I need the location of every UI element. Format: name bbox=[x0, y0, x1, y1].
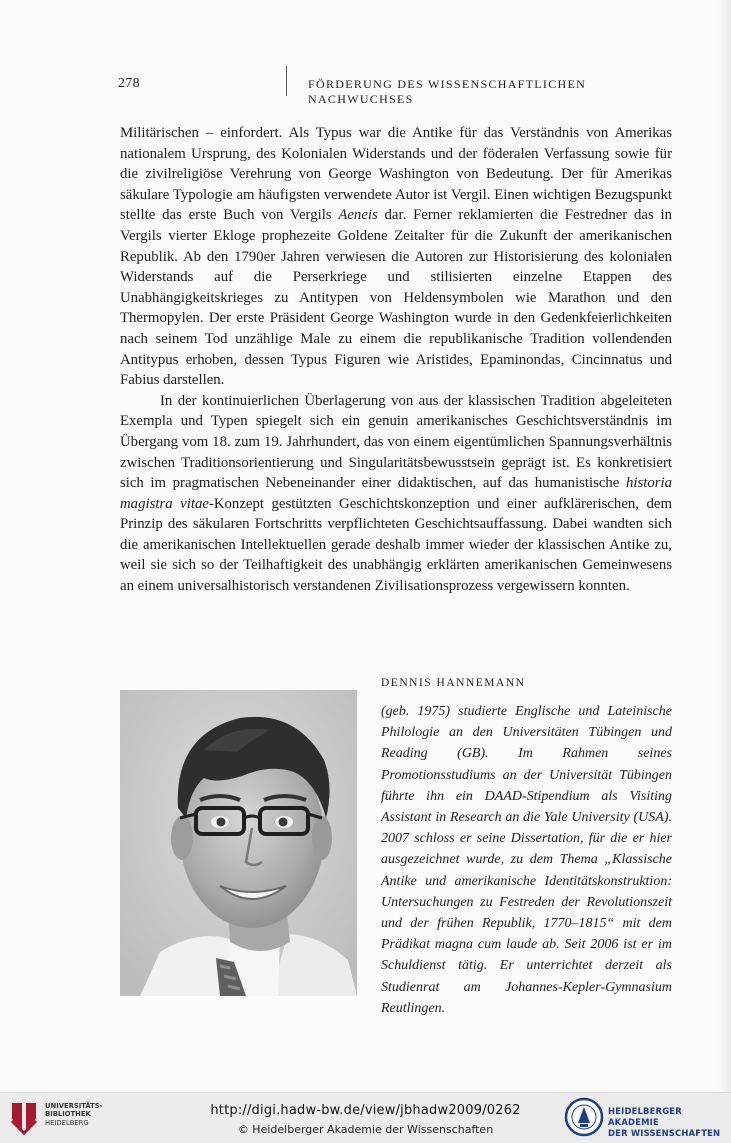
academy-line: HEIDELBERGER AKADEMIE bbox=[608, 1106, 682, 1127]
portrait-photo bbox=[120, 690, 357, 996]
main-text bbox=[120, 123, 672, 597]
portrait-image bbox=[120, 690, 357, 996]
running-title: FÖRDERUNG DES WISSENSCHAFTLICHEN NACHWUCHSES bbox=[308, 77, 587, 106]
viewer-footer bbox=[0, 1092, 731, 1143]
bio-text bbox=[381, 701, 672, 1019]
text-segment: In der kontinuierlichen Überlagerung von aus der klassischen Tradition abgeleiteten Exempla und Typen spiegelt sich ein genuin amerikanisches Geschichtsverständnis im Übergang vom 18. zum 19. Jahrhundert, das von einem eigentümlichen Spannungsverhältnis zwischen Traditionsorientierung und Singularitätsbewusstsein geprägt ist. Es konkretisiert sich im pragmatischen Nebeneinander einer didaktischen, auf das humanistische bbox=[120, 392, 672, 492]
header-divider bbox=[286, 66, 287, 96]
italic-phrase: historia magistra vitae bbox=[120, 475, 672, 512]
page-edge-shadow bbox=[717, 0, 731, 1092]
academy-line: DER WISSENSCHAFTEN bbox=[608, 1128, 721, 1138]
text-segment: Militärischen – einfordert. Als Typus war die Antike für das Verständnis von Amerikas nationalem Ursprung, des Kolonialen Widerstands und der föderalen Verfassung sowie für die zivilreligiöse Verehrung von George Washington von Bedeutung. Der für Amerikas säkulare Typologie am häufigsten verwendete Autor ist Vergil. Einen wichtigen Bezugspunkt stellte das erste Buch von Vergils bbox=[120, 125, 672, 224]
bio-name: DENNIS HANNEMANN bbox=[381, 677, 526, 689]
academy-name bbox=[608, 1106, 731, 1139]
text-segment: dar. Ferner reklamierten die Festredner das in Vergils vierter Ekloge prophezeite Goldene Zeitalter für die Zukunft der amerikanischen Republik. Ab den 1790er Jahren verwiesen die Autoren zur Historisierung des kolonialen Widerstands auf die Perserkriege und stilisierten einzelne Etappen des Unabhängigkeitskrieges zu Antitypen von Heldensymbolen wie Marathon und den Thermopylen. Der erste Präsident George Washington wurde in den Gedenkfeierlichkeiten nach seinem Tod unzählige Male zu einem die republikanische Tradition vollendenden Antitypus erhoben, dessen Typus Figuren wie Aristides, Epaminondas, Cincinnatus und Fabius darstellen. bbox=[120, 207, 672, 389]
page-number: 278 bbox=[118, 76, 140, 91]
running-header bbox=[118, 74, 638, 106]
copyright-notice: © Heidelberger Akademie der Wissenschaften bbox=[237, 1123, 494, 1136]
academy-seal-icon bbox=[564, 1097, 604, 1137]
library-line: UNIVERSITÄTS- bbox=[45, 1102, 103, 1110]
text-segment: -Konzept gestützten Geschichtskonzeption und einer aufklärerischen, dem Prinzip des säkularen Fortschritts verpflichteten Geschichtsauffassung. Dabei wandten sich die amerikanischen Intellektuellen gerade deshalb immer wieder der klassischen Antike zu, weil sie sich so der Teilhaftigkeit des unabhängig erklärten amerikanischen Gemeinwesens an einem universalhistorisch verstandenen Zivilisationsprozess vergewissern konnten. bbox=[120, 495, 672, 595]
library-line: HEIDELBERG bbox=[45, 1118, 89, 1127]
permalink-url[interactable]: http://digi.hadw-bw.de/view/jbhadw2009/0262 bbox=[210, 1103, 521, 1118]
italic-title: Aeneis bbox=[338, 207, 378, 224]
library-line: BIBLIOTHEK bbox=[45, 1110, 91, 1119]
paragraph-2 bbox=[120, 391, 672, 597]
paragraph-1 bbox=[120, 123, 672, 391]
bio-paragraph: (geb. 1975) studierte Englische und Lateinische Philologie an den Universitäten Tübingen und Reading (GB). Im Rahmen seines Promotionsstudiums an der Universität Tübingen führte ihn ein DAAD-Stipendium als Visiting Assistant in Research an die Yale University (USA). 2007 schloss er seine Dissertation, für die er hier ausgezeichnet wurde, zu dem Thema „Klassische Antike und amerikanische Identitätskonstruktion: Untersuchungen zu Festreden der Revolutionszeit und der frühen Republik, 1770–1815“ mit dem Prädikat magna cum laude ab. Seit 2006 ist er im Schuldienst tätig. Er unterrichtet derzeit als Studienrat am Johannes-Kepler-Gymnasium Reutlingen. bbox=[381, 704, 672, 1016]
